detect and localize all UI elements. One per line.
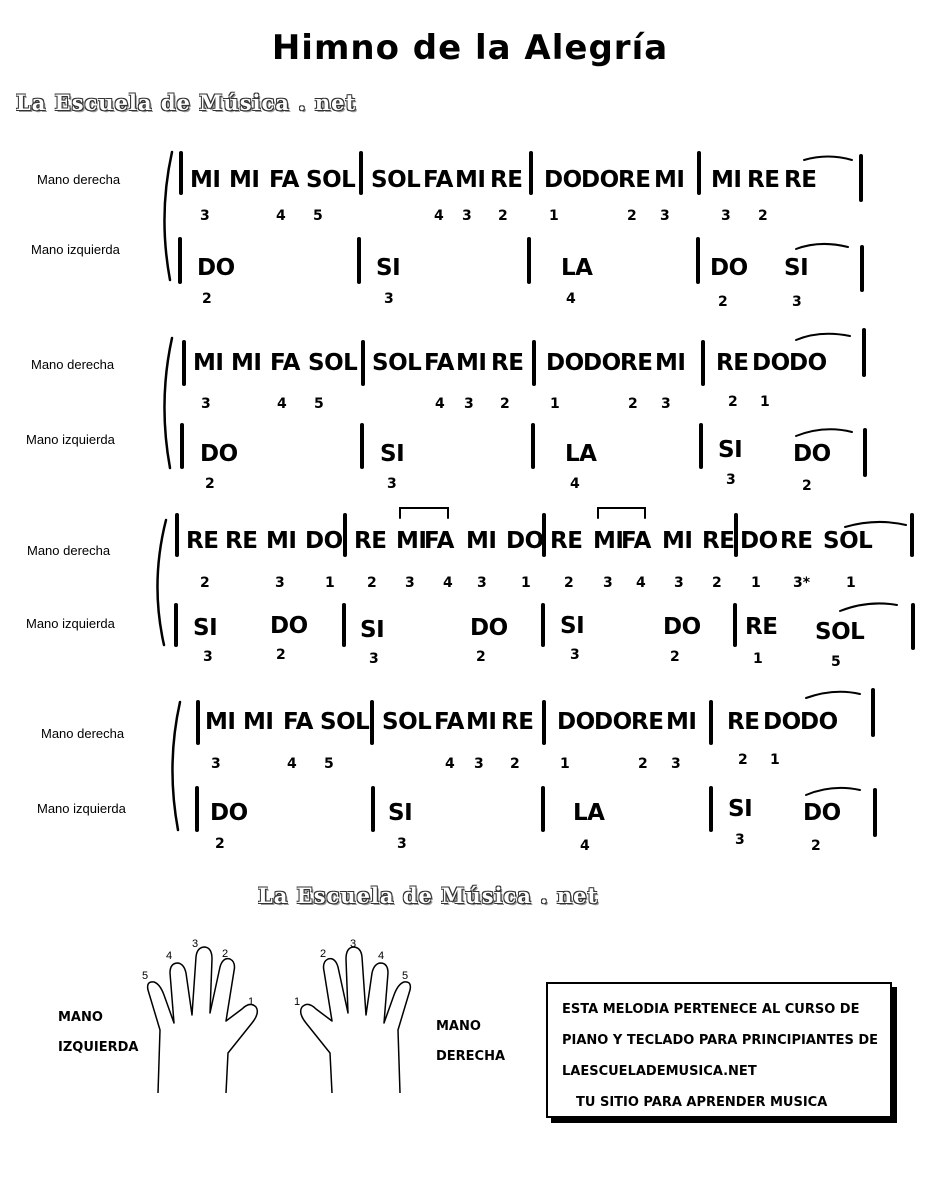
- label-right-hand-1: Mano derecha: [37, 172, 121, 187]
- finger-number: 2: [712, 575, 722, 591]
- finger-number: 1: [751, 575, 761, 591]
- right-hand-label: MANO DERECHA: [436, 1019, 506, 1064]
- note: MI: [654, 167, 685, 193]
- note: DO: [270, 613, 308, 639]
- finger-label: 5: [402, 970, 409, 982]
- finger-number: 2: [476, 649, 486, 665]
- finger-number: 5: [314, 396, 324, 412]
- note: FA: [424, 528, 454, 554]
- note: RE: [747, 167, 780, 193]
- finger-number: 1: [325, 575, 335, 591]
- finger-number: 4: [566, 291, 576, 307]
- finger-number: 3: [474, 756, 484, 772]
- note: MI: [662, 528, 693, 554]
- page-title: Himno de la Alegría: [271, 28, 669, 68]
- finger-number: 4: [443, 575, 453, 591]
- note: DO: [710, 255, 748, 281]
- note: FA: [434, 709, 464, 735]
- label-left-hand-1: Mano izquierda: [31, 242, 120, 257]
- note: MI: [456, 350, 487, 376]
- note: RE: [702, 528, 735, 554]
- finger-number: 3: [201, 396, 211, 412]
- note: SI: [728, 796, 753, 822]
- note: SI: [718, 437, 743, 463]
- note: FA: [424, 350, 454, 376]
- finger-number: 4: [287, 756, 297, 772]
- note: DO: [197, 255, 235, 281]
- finger-number: 2: [276, 647, 286, 663]
- course-info-box: [546, 982, 892, 1118]
- finger-number: 4: [445, 756, 455, 772]
- note: DO: [506, 528, 544, 554]
- finger-number: 4: [636, 575, 646, 591]
- note: DO: [663, 614, 701, 640]
- note: DO: [305, 528, 343, 554]
- finger-number: 2: [498, 208, 508, 224]
- note: MI: [593, 528, 624, 554]
- note: MI: [231, 350, 262, 376]
- note: RE: [354, 528, 387, 554]
- note: DO: [763, 709, 801, 735]
- note: MI: [466, 709, 497, 735]
- finger-number: 3: [200, 208, 210, 224]
- finger-number: 3: [405, 575, 415, 591]
- note: RE: [501, 709, 534, 735]
- note: RE: [490, 167, 523, 193]
- finger-number: 1: [560, 756, 570, 772]
- finger-number: 4: [580, 838, 590, 854]
- note: MI: [711, 167, 742, 193]
- finger-number: 3: [721, 208, 731, 224]
- note: RE: [550, 528, 583, 554]
- finger-number: 5: [324, 756, 334, 772]
- info-line: TU SITIO PARA APRENDER MUSICA: [576, 1095, 828, 1110]
- brand-watermark-middle: La Escuela de Música . net: [258, 883, 599, 908]
- note: DO: [752, 350, 790, 376]
- left-hand-label: MANO IZQUIERDA: [58, 1010, 139, 1055]
- finger-number: 5: [831, 654, 841, 670]
- note: SOL: [382, 709, 432, 735]
- note: SOL: [306, 167, 356, 193]
- finger-number: 3: [211, 756, 221, 772]
- brand-watermark-top: La Escuela de Música . net: [16, 90, 357, 115]
- note: RE: [186, 528, 219, 554]
- note: DO: [594, 709, 632, 735]
- note: MI: [655, 350, 686, 376]
- label-right-hand-3: Mano derecha: [27, 543, 111, 558]
- finger-number: 3*: [793, 575, 811, 591]
- note: SI: [388, 800, 413, 826]
- finger-number: 5: [313, 208, 323, 224]
- note: DO: [557, 709, 595, 735]
- note: DO: [793, 441, 831, 467]
- finger-number: 3: [387, 476, 397, 492]
- note: RE: [618, 167, 651, 193]
- finger-number: 3: [603, 575, 613, 591]
- note: SI: [193, 615, 218, 641]
- note: RE: [716, 350, 749, 376]
- finger-number: 3: [397, 836, 407, 852]
- finger-number: 2: [215, 836, 225, 852]
- note: RE: [784, 167, 817, 193]
- finger-number: 2: [627, 208, 637, 224]
- note: DO: [583, 350, 621, 376]
- finger-number: 1: [550, 396, 560, 412]
- note: SI: [376, 255, 401, 281]
- finger-label: 1: [294, 996, 301, 1008]
- note: FA: [423, 167, 453, 193]
- note: LA: [565, 441, 597, 467]
- label-left-hand-4: Mano izquierda: [37, 801, 126, 816]
- note: RE: [620, 350, 653, 376]
- note: SOL: [372, 350, 422, 376]
- note: MI: [396, 528, 427, 554]
- finger-number: 1: [549, 208, 559, 224]
- info-line: LAESCUELADEMUSICA.NET: [562, 1064, 757, 1079]
- label-right-hand-4: Mano derecha: [41, 726, 125, 741]
- left-hand-icon: [140, 935, 270, 1105]
- finger-number: 2: [202, 291, 212, 307]
- finger-number: 2: [670, 649, 680, 665]
- right-hand-icon: [288, 935, 418, 1105]
- finger-number: 2: [738, 752, 748, 768]
- finger-number: 2: [638, 756, 648, 772]
- finger-number: 3: [726, 472, 736, 488]
- finger-number: 2: [367, 575, 377, 591]
- finger-number: 3: [671, 756, 681, 772]
- finger-label: 2: [222, 948, 229, 960]
- finger-number: 2: [205, 476, 215, 492]
- note: DO: [789, 350, 827, 376]
- finger-number: 1: [760, 394, 770, 410]
- note: DO: [544, 167, 582, 193]
- finger-number: 3: [792, 294, 802, 310]
- label-right-hand-2: Mano derecha: [31, 357, 115, 372]
- finger-number: 1: [753, 651, 763, 667]
- note: DO: [210, 800, 248, 826]
- system-brace-2: [164, 338, 172, 468]
- note: MI: [229, 167, 260, 193]
- finger-number: 2: [728, 394, 738, 410]
- finger-label: 2: [320, 948, 327, 960]
- note: MI: [205, 709, 236, 735]
- info-line: ESTA MELODIA PERTENECE AL CURSO DE: [562, 1002, 860, 1017]
- finger-number: 2: [718, 294, 728, 310]
- system-brace-3: [157, 520, 166, 645]
- finger-number: 3: [369, 651, 379, 667]
- finger-number: 3: [275, 575, 285, 591]
- note: LA: [573, 800, 605, 826]
- note: RE: [780, 528, 813, 554]
- finger-number: 2: [564, 575, 574, 591]
- note: MI: [466, 528, 497, 554]
- note: FA: [621, 528, 651, 554]
- note: MI: [193, 350, 224, 376]
- info-line: PIANO Y TECLADO PARA PRINCIPIANTES DE: [562, 1033, 879, 1048]
- finger-number: 2: [510, 756, 520, 772]
- finger-number: 3: [735, 832, 745, 848]
- finger-label: 3: [192, 938, 199, 950]
- note: DO: [200, 441, 238, 467]
- note: MI: [243, 709, 274, 735]
- note: MI: [666, 709, 697, 735]
- finger-label: 5: [142, 970, 149, 982]
- finger-number: 3: [462, 208, 472, 224]
- finger-number: 3: [674, 575, 684, 591]
- note: FA: [270, 350, 300, 376]
- label-left-hand-2: Mano izquierda: [26, 432, 115, 447]
- note: LA: [561, 255, 593, 281]
- finger-number: 3: [661, 396, 671, 412]
- finger-number: 4: [434, 208, 444, 224]
- finger-number: 1: [770, 752, 780, 768]
- finger-label: 3: [350, 938, 357, 950]
- finger-number: 2: [500, 396, 510, 412]
- finger-number: 3: [203, 649, 213, 665]
- finger-number: 3: [464, 396, 474, 412]
- note: FA: [269, 167, 299, 193]
- note: MI: [455, 167, 486, 193]
- note: RE: [727, 709, 760, 735]
- finger-label: 4: [166, 950, 173, 962]
- finger-number: 4: [570, 476, 580, 492]
- note: MI: [266, 528, 297, 554]
- note: RE: [225, 528, 258, 554]
- note: SI: [784, 255, 809, 281]
- finger-number: 3: [660, 208, 670, 224]
- note: RE: [631, 709, 664, 735]
- finger-label: 1: [248, 996, 255, 1008]
- note: SI: [360, 617, 385, 643]
- note: SI: [560, 613, 585, 639]
- finger-label: 4: [378, 950, 385, 962]
- finger-number: 1: [521, 575, 531, 591]
- finger-number: 4: [276, 208, 286, 224]
- finger-number: 2: [200, 575, 210, 591]
- system-brace-1: [164, 152, 172, 280]
- note: SOL: [815, 619, 865, 645]
- finger-number: 2: [758, 208, 768, 224]
- finger-number: 2: [802, 478, 812, 494]
- system-brace-4: [172, 702, 180, 830]
- finger-number: 1: [846, 575, 856, 591]
- finger-number: 4: [277, 396, 287, 412]
- note: SOL: [320, 709, 370, 735]
- finger-number: 3: [477, 575, 487, 591]
- note: DO: [740, 528, 778, 554]
- finger-number: 3: [384, 291, 394, 307]
- finger-number: 2: [811, 838, 821, 854]
- note: DO: [803, 800, 841, 826]
- finger-number: 2: [628, 396, 638, 412]
- note: SOL: [823, 528, 873, 554]
- finger-number: 3: [570, 647, 580, 663]
- note: MI: [190, 167, 221, 193]
- note: DO: [581, 167, 619, 193]
- note: SOL: [371, 167, 421, 193]
- note: RE: [491, 350, 524, 376]
- note: SI: [380, 441, 405, 467]
- note: RE: [745, 614, 778, 640]
- note: DO: [470, 615, 508, 641]
- note: FA: [283, 709, 313, 735]
- label-left-hand-3: Mano izquierda: [26, 616, 115, 631]
- note: DO: [546, 350, 584, 376]
- note: SOL: [308, 350, 358, 376]
- finger-number: 4: [435, 396, 445, 412]
- note: DO: [800, 709, 838, 735]
